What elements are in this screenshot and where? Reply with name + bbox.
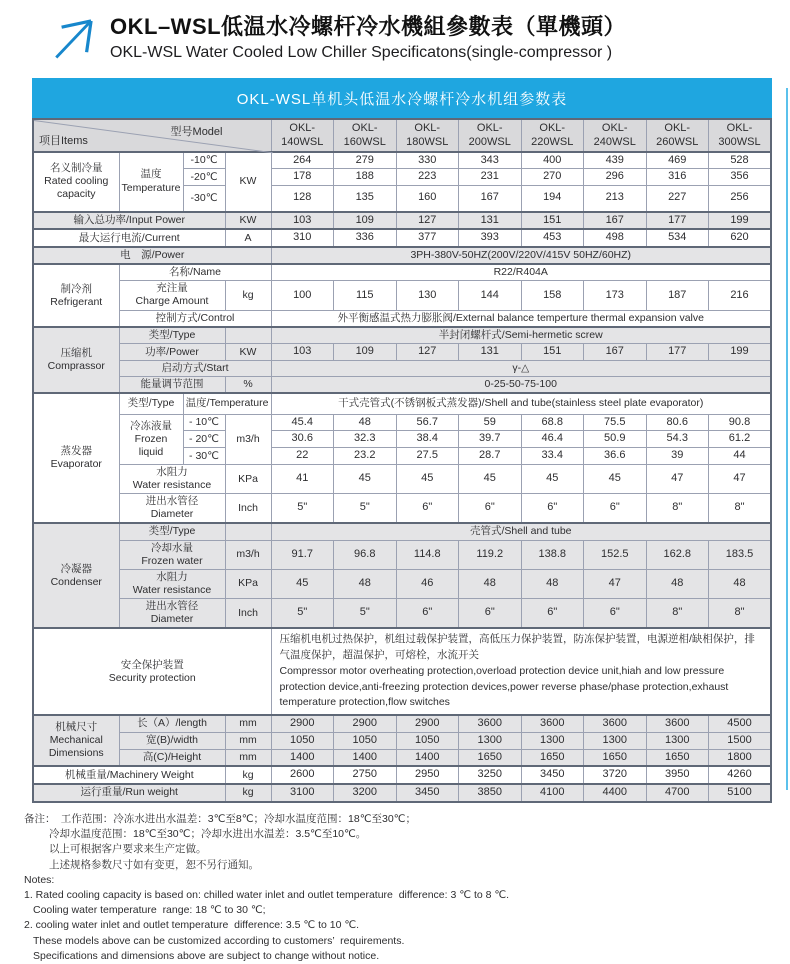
row-label-cell: -20℃ — [183, 169, 225, 186]
value-cell: 213 — [584, 186, 647, 212]
value-cell: 115 — [334, 281, 397, 310]
section-label: 安全保护装置 Security protection — [33, 628, 271, 715]
value-cell: 400 — [521, 152, 584, 169]
value-cell: 3600 — [584, 715, 647, 732]
value-cell: 135 — [334, 186, 397, 212]
table-row — [33, 152, 771, 169]
value-cell: 270 — [521, 169, 584, 186]
value-cell: 59 — [459, 414, 522, 431]
unit-cell: mm — [225, 749, 271, 766]
model-header-cell: OKL- 220WSL — [521, 119, 584, 152]
row-label-cell: -30℃ — [183, 186, 225, 212]
row-label-cell: 机械重量/Machinery Weight — [33, 766, 225, 784]
value-cell: 75.5 — [584, 414, 647, 431]
value-cell: 151 — [521, 212, 584, 230]
value-cell: 61.2 — [709, 431, 772, 448]
table-row — [33, 766, 771, 784]
row-label-cell: -10℃ — [183, 152, 225, 169]
model-label: 型号Model — [170, 126, 223, 138]
merged-value-cell: 压缩机电机过热保护，机组过载保护装置，高低压力保护装置，防冻保护装置，电源逆相/缺相保护，排气温度保护，超温保护，可熔栓，水流开关 Compressor motor overheating protection,overload protection device unit,hiah and low pressure protection device,anti-freezing protection devices,power reverse phase/phase protection,exhaust temperature protection,flow switches — [271, 628, 771, 715]
section-label: 机械尺寸 Mechanical Dimensions — [33, 715, 119, 766]
value-cell: 183.5 — [709, 540, 772, 569]
value-cell: 4100 — [521, 784, 584, 802]
value-cell: 528 — [709, 152, 772, 169]
value-cell: 127 — [396, 344, 459, 361]
merged-value-cell: 壳管式/Shell and tube — [271, 523, 771, 540]
value-cell: 3450 — [396, 784, 459, 802]
value-cell: 231 — [459, 169, 522, 186]
value-cell: 131 — [459, 212, 522, 230]
value-cell: 96.8 — [334, 540, 397, 569]
value-cell: 1050 — [271, 732, 334, 749]
value-cell: 356 — [709, 169, 772, 186]
value-cell: 469 — [646, 152, 709, 169]
model-header-cell: OKL- 180WSL — [396, 119, 459, 152]
value-cell: 1300 — [584, 732, 647, 749]
note-line: 2. cooling water inlet and outlet temperature difference: 3.5 ℃ to 10 ℃. — [24, 919, 360, 932]
value-cell: 1300 — [459, 732, 522, 749]
model-header-cell: OKL- 260WSL — [646, 119, 709, 152]
value-cell: 44 — [709, 448, 772, 465]
value-cell: 48 — [521, 569, 584, 598]
value-cell: 32.3 — [334, 431, 397, 448]
value-cell: 216 — [709, 281, 772, 310]
value-cell: 128 — [271, 186, 334, 212]
value-cell: 3600 — [459, 715, 522, 732]
row-label-cell: 功率/Power — [119, 344, 225, 361]
table-row — [33, 540, 771, 569]
section-label: 冷凝器 Condenser — [33, 523, 119, 628]
table-row — [33, 749, 771, 766]
value-cell: 187 — [646, 281, 709, 310]
value-cell: 453 — [521, 229, 584, 247]
value-cell: 188 — [334, 169, 397, 186]
table-row — [33, 414, 771, 431]
value-cell: 5100 — [709, 784, 772, 802]
merged-value-cell: 干式壳管式(不锈钢板式蒸发器)/Shell and tube(stainless steel plate evaporator) — [271, 393, 771, 414]
value-cell: 48 — [334, 414, 397, 431]
row-label-cell: 电 源/Power — [33, 247, 271, 264]
value-cell: 1650 — [459, 749, 522, 766]
notes-section — [24, 812, 790, 964]
row-label-cell: 能量调节范围 — [119, 377, 225, 394]
value-cell: 45 — [459, 464, 522, 493]
value-cell: 109 — [334, 212, 397, 230]
section-label: 名义制冷量 Rated cooling capacity — [33, 152, 119, 212]
value-cell: 3850 — [459, 784, 522, 802]
row-label-cell: 充注量 Charge Amount — [119, 281, 225, 310]
value-cell: 4400 — [584, 784, 647, 802]
value-cell: 310 — [271, 229, 334, 247]
value-cell: 33.4 — [521, 448, 584, 465]
value-cell: 4260 — [709, 766, 772, 784]
value-cell: 1400 — [396, 749, 459, 766]
merged-value-cell: 半封闭螺杆式/Semi-hermetic screw — [271, 327, 771, 344]
value-cell: 2900 — [334, 715, 397, 732]
table-row — [33, 494, 771, 524]
value-cell: 3250 — [459, 766, 522, 784]
value-cell: 330 — [396, 152, 459, 169]
value-cell: 38.4 — [396, 431, 459, 448]
value-cell: 48 — [709, 569, 772, 598]
value-cell: 439 — [584, 152, 647, 169]
row-label-cell: 类型/Type — [119, 393, 183, 414]
table-row — [33, 628, 771, 715]
row-label-cell: 进出水管径 Diameter — [119, 599, 225, 629]
table-row — [33, 264, 771, 281]
merged-value-cell: 0-25-50-75-100 — [271, 377, 771, 394]
value-cell: 5" — [271, 494, 334, 524]
table-row — [33, 327, 771, 344]
unit-cell: KW — [225, 344, 271, 361]
value-cell: 6" — [396, 599, 459, 629]
table-row — [33, 569, 771, 598]
value-cell: 8" — [646, 494, 709, 524]
value-cell: 3450 — [521, 766, 584, 784]
value-cell: 144 — [459, 281, 522, 310]
value-cell: 48 — [459, 569, 522, 598]
value-cell: 45.4 — [271, 414, 334, 431]
unit-cell: m3/h — [225, 540, 271, 569]
value-cell: 336 — [334, 229, 397, 247]
value-cell: 167 — [584, 344, 647, 361]
table-row — [33, 377, 771, 394]
value-cell: 90.8 — [709, 414, 772, 431]
value-cell: 50.9 — [584, 431, 647, 448]
value-cell: 177 — [646, 344, 709, 361]
model-header-row — [33, 119, 771, 152]
table-row — [33, 784, 771, 802]
value-cell: 91.7 — [271, 540, 334, 569]
value-cell: 80.6 — [646, 414, 709, 431]
unit-cell: kg — [225, 281, 271, 310]
value-cell: 2900 — [396, 715, 459, 732]
note-line: These models above can be customized according to customers’ requirements. — [33, 934, 405, 947]
value-cell: 48 — [334, 569, 397, 598]
unit-cell: m3/h — [225, 414, 271, 464]
value-cell: 103 — [271, 344, 334, 361]
value-cell: 6" — [396, 494, 459, 524]
page-edge-line — [786, 88, 788, 790]
merged-value-cell: R22/R404A — [271, 264, 771, 281]
row-label-cell: 控制方式/Control — [119, 310, 271, 327]
value-cell: 4500 — [709, 715, 772, 732]
value-cell: 2900 — [271, 715, 334, 732]
value-cell: 8" — [646, 599, 709, 629]
note-line: 以上可根据客户要求来生产定做。 — [49, 843, 207, 856]
value-cell: 45 — [271, 569, 334, 598]
value-cell: 158 — [521, 281, 584, 310]
value-cell: 45 — [521, 464, 584, 493]
row-label-cell: 高(C)/Height — [119, 749, 225, 766]
value-cell: 6" — [459, 599, 522, 629]
value-cell: 6" — [584, 599, 647, 629]
value-cell: 227 — [646, 186, 709, 212]
value-cell: 534 — [646, 229, 709, 247]
value-cell: 264 — [271, 152, 334, 169]
value-cell: 39 — [646, 448, 709, 465]
unit-cell: kg — [225, 766, 271, 784]
value-cell: 393 — [459, 229, 522, 247]
value-cell: 5" — [334, 599, 397, 629]
value-cell: 194 — [521, 186, 584, 212]
value-cell: 48 — [646, 569, 709, 598]
arrow-up-right-icon — [50, 12, 100, 62]
spec-table-wrap — [32, 78, 772, 803]
row-label-cell: 水阻力 Water resistance — [119, 569, 225, 598]
row-label-cell: 启动方式/Start — [119, 360, 271, 376]
row-label-cell: 温度 Temperature — [119, 152, 183, 212]
value-cell: 100 — [271, 281, 334, 310]
table-row — [33, 310, 771, 327]
unit-cell: Inch — [225, 494, 271, 524]
table-row — [33, 229, 771, 247]
value-cell: 377 — [396, 229, 459, 247]
value-cell: 36.6 — [584, 448, 647, 465]
value-cell: 1400 — [271, 749, 334, 766]
value-cell: 620 — [709, 229, 772, 247]
table-row — [33, 360, 771, 376]
value-cell: 3200 — [334, 784, 397, 802]
section-label: 压缩机 Comprassor — [33, 327, 119, 393]
items-label: 项目Items — [39, 134, 88, 147]
value-cell: 47 — [646, 464, 709, 493]
value-cell: 8" — [709, 599, 772, 629]
row-label-cell: 温度/Temperature — [183, 393, 271, 414]
row-label-cell: 输入总功率/Input Power — [33, 212, 225, 230]
table-row — [33, 464, 771, 493]
table-row — [33, 212, 771, 230]
section-label: 制冷剂 Refrigerant — [33, 264, 119, 327]
table-row — [33, 344, 771, 361]
value-cell: 41 — [271, 464, 334, 493]
note-line: 1. Rated cooling capacity is based on: chilled water inlet and outlet temperature difference: 3 ℃ to 8 ℃. — [24, 888, 510, 901]
value-cell: 6" — [459, 494, 522, 524]
value-cell: 3720 — [584, 766, 647, 784]
value-cell: 199 — [709, 344, 772, 361]
value-cell: 1300 — [646, 732, 709, 749]
unit-cell: KPa — [225, 569, 271, 598]
merged-value-cell: γ-△ — [271, 360, 771, 376]
model-header-cell: OKL- 300WSL — [709, 119, 772, 152]
value-cell: 2750 — [334, 766, 397, 784]
value-cell: 173 — [584, 281, 647, 310]
unit-cell: mm — [225, 715, 271, 732]
model-header-cell: OKL- 140WSL — [271, 119, 334, 152]
model-header-cell: OKL- 160WSL — [334, 119, 397, 152]
unit-cell: A — [225, 229, 271, 247]
value-cell: 22 — [271, 448, 334, 465]
table-row — [33, 523, 771, 540]
value-cell: 223 — [396, 169, 459, 186]
model-header-cell: OKL- 240WSL — [584, 119, 647, 152]
row-label-cell: - 20℃ — [183, 431, 225, 448]
value-cell: 1650 — [584, 749, 647, 766]
value-cell: 3600 — [521, 715, 584, 732]
unit-cell — [225, 327, 271, 344]
unit-cell: % — [225, 377, 271, 394]
merged-value-cell: 3PH-380V-50HZ(200V/220V/415V 50HZ/60HZ) — [271, 247, 771, 264]
value-cell: 160 — [396, 186, 459, 212]
table-banner: OKL-WSL单机头低温水冷螺杆冷水机组参数表 — [32, 78, 772, 118]
value-cell: 3100 — [271, 784, 334, 802]
value-cell: 178 — [271, 169, 334, 186]
value-cell: 1300 — [521, 732, 584, 749]
value-cell: 1800 — [709, 749, 772, 766]
value-cell: 2600 — [271, 766, 334, 784]
value-cell: 1400 — [334, 749, 397, 766]
value-cell: 1050 — [334, 732, 397, 749]
value-cell: 46 — [396, 569, 459, 598]
title-block — [110, 10, 626, 62]
row-label-cell: 冷冻液量 Frozen liquid — [119, 414, 183, 464]
value-cell: 6" — [521, 494, 584, 524]
value-cell: 47 — [709, 464, 772, 493]
value-cell: 316 — [646, 169, 709, 186]
value-cell: 56.7 — [396, 414, 459, 431]
spec-table — [32, 118, 772, 803]
value-cell: 1050 — [396, 732, 459, 749]
value-cell: 8" — [709, 494, 772, 524]
merged-value-cell: 外平衡感温式热力膨胀阀/External balance temperture thermal expansion valve — [271, 310, 771, 327]
value-cell: 167 — [459, 186, 522, 212]
value-cell: 119.2 — [459, 540, 522, 569]
table-row — [33, 281, 771, 310]
value-cell: 177 — [646, 212, 709, 230]
row-label-cell: - 10℃ — [183, 414, 225, 431]
value-cell: 498 — [584, 229, 647, 247]
note-line: Specifications and dimensions above are subject to change without notice. — [33, 949, 380, 962]
value-cell: 47 — [584, 569, 647, 598]
row-label-cell: 最大运行电流/Current — [33, 229, 225, 247]
value-cell: 279 — [334, 152, 397, 169]
value-cell: 5" — [334, 494, 397, 524]
notes-zh — [24, 812, 790, 873]
value-cell: 68.8 — [521, 414, 584, 431]
row-label-cell: 名称/Name — [119, 264, 271, 281]
value-cell: 131 — [459, 344, 522, 361]
unit-cell: KPa — [225, 464, 271, 493]
value-cell: 6" — [584, 494, 647, 524]
row-label-cell: 运行重量/Run weight — [33, 784, 225, 802]
value-cell: 109 — [334, 344, 397, 361]
value-cell: 152.5 — [584, 540, 647, 569]
value-cell: 103 — [271, 212, 334, 230]
corner-cell — [33, 119, 271, 152]
table-row — [33, 732, 771, 749]
page-title-zh: OKL–WSL低温水冷螺杆冷水機組參數表（單機頭） — [110, 14, 627, 39]
value-cell: 3600 — [646, 715, 709, 732]
value-cell: 2950 — [396, 766, 459, 784]
value-cell: 3950 — [646, 766, 709, 784]
page-header — [0, 0, 790, 62]
note-line: 冷却水温度范围：18℃至30℃；冷却水进出水温差：3.5℃至10℃。 — [49, 828, 367, 841]
table-row — [33, 247, 771, 264]
value-cell: 28.7 — [459, 448, 522, 465]
row-label-cell: 类型/Type — [119, 523, 225, 540]
value-cell: 45 — [334, 464, 397, 493]
value-cell: 1650 — [646, 749, 709, 766]
value-cell: 138.8 — [521, 540, 584, 569]
section-label: 蒸发器 Evaporator — [33, 393, 119, 523]
value-cell: 256 — [709, 186, 772, 212]
value-cell: 54.3 — [646, 431, 709, 448]
value-cell: 45 — [396, 464, 459, 493]
unit-cell: mm — [225, 732, 271, 749]
row-label-cell: 类型/Type — [119, 327, 225, 344]
value-cell: 27.5 — [396, 448, 459, 465]
row-label-cell: 宽(B)/width — [119, 732, 225, 749]
value-cell: 167 — [584, 212, 647, 230]
value-cell: 6" — [521, 599, 584, 629]
value-cell: 1650 — [521, 749, 584, 766]
table-row — [33, 715, 771, 732]
unit-cell: kg — [225, 784, 271, 802]
row-label-cell: 水阻力 Water resistance — [119, 464, 225, 493]
note-line: 上述规格参数尺寸如有变更，恕不另行通知。 — [49, 858, 259, 871]
unit-cell: KW — [225, 152, 271, 212]
value-cell: 162.8 — [646, 540, 709, 569]
unit-cell — [225, 523, 271, 540]
note-line: Cooling water temperature range: 18 ℃ to 30 ℃; — [33, 904, 266, 917]
value-cell: 199 — [709, 212, 772, 230]
table-row — [33, 599, 771, 629]
unit-cell: KW — [225, 212, 271, 230]
value-cell: 30.6 — [271, 431, 334, 448]
value-cell: 114.8 — [396, 540, 459, 569]
value-cell: 151 — [521, 344, 584, 361]
value-cell: 23.2 — [334, 448, 397, 465]
row-label-cell: 长（A）/length — [119, 715, 225, 732]
note-line: 备注： 工作范围：冷冻水进出水温差：3℃至8℃；冷却水温度范围：18℃至30℃； — [24, 812, 416, 825]
value-cell: 1500 — [709, 732, 772, 749]
value-cell: 5" — [271, 599, 334, 629]
value-cell: 45 — [584, 464, 647, 493]
unit-cell: Inch — [225, 599, 271, 629]
value-cell: 130 — [396, 281, 459, 310]
notes-en — [24, 873, 790, 964]
spec-table-body — [33, 119, 771, 802]
page-title-en: OKL-WSL Water Cooled Low Chiller Specificatons(single-compressor ) — [110, 44, 613, 61]
value-cell: 343 — [459, 152, 522, 169]
row-label-cell: - 30℃ — [183, 448, 225, 465]
value-cell: 4700 — [646, 784, 709, 802]
value-cell: 46.4 — [521, 431, 584, 448]
table-row — [33, 393, 771, 414]
row-label-cell: 冷却水量 Frozen water — [119, 540, 225, 569]
value-cell: 296 — [584, 169, 647, 186]
value-cell: 127 — [396, 212, 459, 230]
row-label-cell: 进出水管径 Diameter — [119, 494, 225, 524]
model-header-cell: OKL- 200WSL — [459, 119, 522, 152]
value-cell: 39.7 — [459, 431, 522, 448]
note-line: Notes: — [24, 873, 55, 886]
